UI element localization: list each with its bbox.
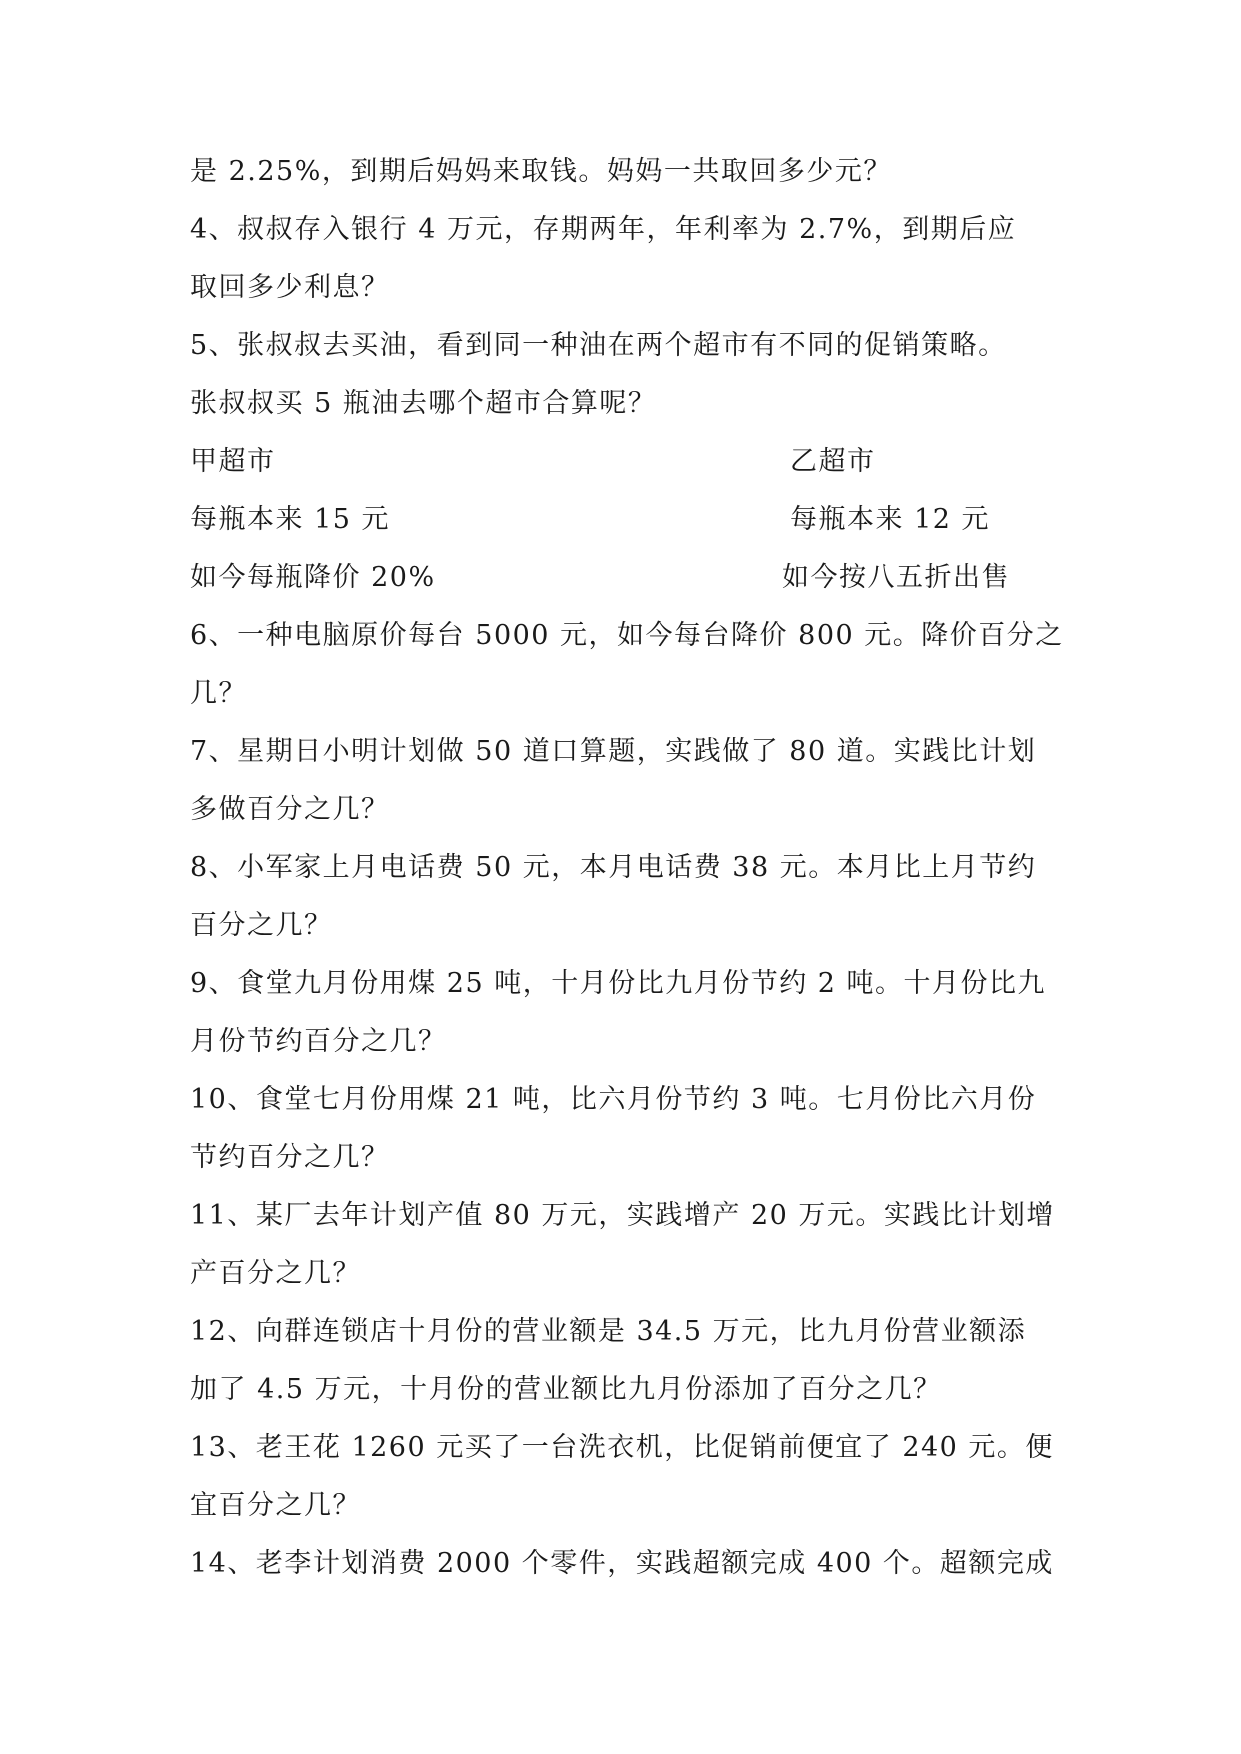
text-line-1: 是 2.25%，到期后妈妈来取钱。妈妈一共取回多少元？ — [190, 156, 892, 187]
question-7-line-2: 多做百分之几？ — [190, 794, 390, 825]
question-8-line-2: 百分之几？ — [190, 910, 333, 941]
question-11-line-2: 产百分之几？ — [190, 1258, 361, 1289]
question-13-line-2: 宜百分之几？ — [190, 1490, 361, 1521]
question-4-line-2: 取回多少利息？ — [190, 272, 390, 303]
supermarket-a-name: 甲超市 — [190, 446, 276, 477]
question-5-line-1: 5、张叔叔去买油，看到同一种油在两个超市有不同的促销策略。 — [190, 330, 1007, 361]
question-14-line-1: 14、老李计划消费 2000 个零件，实践超额完成 400 个。超额完成 — [190, 1548, 1054, 1579]
question-4-line-1: 4、叔叔存入银行 4 万元，存期两年，年利率为 2.7%，到期后应 — [190, 214, 1017, 245]
question-12-line-1: 12、向群连锁店十月份的营业额是 34.5 万元，比九月份营业额添 — [190, 1316, 1027, 1347]
question-12-line-2: 加了 4.5 万元，十月份的营业额比九月份添加了百分之几？ — [190, 1374, 942, 1405]
question-7-line-1: 7、星期日小明计划做 50 道口算题，实践做了 80 道。实践比计划 — [190, 736, 1037, 767]
question-5-line-2: 张叔叔买 5 瓶油去哪个超市合算呢？ — [190, 388, 657, 419]
supermarket-b-name: 乙超市 — [790, 446, 876, 477]
supermarket-a-price: 每瓶本来 15 元 — [190, 504, 391, 535]
question-10-line-2: 节约百分之几？ — [190, 1142, 390, 1173]
question-11-line-1: 11、某厂去年计划产值 80 万元，实践增产 20 万元。实践比计划增 — [190, 1200, 1055, 1231]
question-10-line-1: 10、食堂七月份用煤 21 吨，比六月份节约 3 吨。七月份比六月份 — [190, 1084, 1037, 1115]
question-8-line-1: 8、小军家上月电话费 50 元，本月电话费 38 元。本月比上月节约 — [190, 852, 1037, 883]
question-6-line-1: 6、一种电脑原价每台 5000 元，如今每台降价 800 元。降价百分之 — [190, 620, 1064, 651]
supermarket-b-price: 每瓶本来 12 元 — [790, 504, 991, 535]
supermarket-b-promotion: 如今按八五折出售 — [782, 562, 1010, 593]
supermarket-a-promotion: 如今每瓶降价 20% — [190, 562, 436, 593]
question-9-line-1: 9、食堂九月份用煤 25 吨，十月份比九月份节约 2 吨。十月份比九 — [190, 968, 1047, 999]
question-13-line-1: 13、老王花 1260 元买了一台洗衣机，比促销前便宜了 240 元。便 — [190, 1432, 1054, 1463]
question-6-line-2: 几？ — [190, 678, 247, 709]
question-9-line-2: 月份节约百分之几？ — [190, 1026, 447, 1057]
